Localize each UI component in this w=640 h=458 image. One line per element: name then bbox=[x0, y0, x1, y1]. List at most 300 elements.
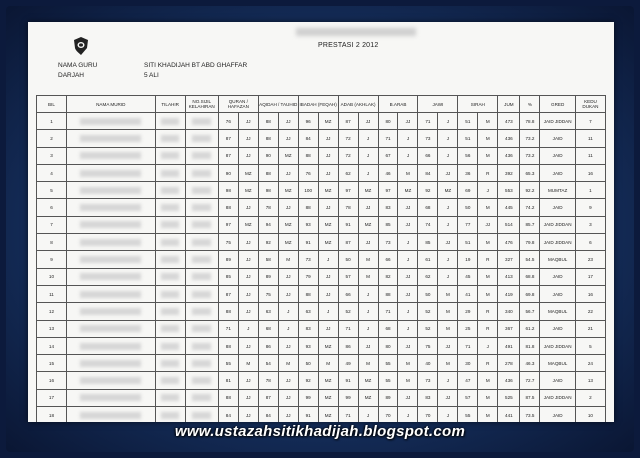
redaction-blur bbox=[161, 204, 178, 211]
redacted-cell bbox=[66, 234, 155, 251]
table-cell: 50 bbox=[338, 251, 358, 268]
table-cell: JJ bbox=[398, 199, 418, 216]
table-cell: J bbox=[438, 113, 458, 130]
table-cell: JJ bbox=[238, 285, 258, 302]
redaction-blur bbox=[80, 343, 141, 350]
table-cell: 73.2 bbox=[520, 130, 540, 147]
table-cell: 89 bbox=[258, 268, 278, 285]
redacted-cell bbox=[155, 182, 185, 199]
table-cell: MZ bbox=[278, 216, 298, 233]
table-cell: 22 bbox=[575, 303, 605, 320]
table-cell: 12 bbox=[37, 303, 67, 320]
teacher-name: SITI KHADIJAH BT ABD GHAFFAR bbox=[144, 62, 248, 69]
table-cell: JJ bbox=[398, 389, 418, 406]
redacted-cell bbox=[155, 389, 185, 406]
redaction-blur bbox=[80, 360, 141, 367]
table-cell: JAID bbox=[540, 268, 575, 285]
redacted-cell bbox=[185, 320, 218, 337]
table-cell: 62 bbox=[418, 268, 438, 285]
table-cell: 4 bbox=[37, 164, 67, 181]
table-cell: 90 bbox=[258, 147, 278, 164]
table-cell: JJ bbox=[438, 234, 458, 251]
table-cell: 7 bbox=[37, 216, 67, 233]
table-cell: 367 bbox=[498, 320, 520, 337]
redaction-blur bbox=[192, 343, 211, 350]
redaction-blur bbox=[80, 308, 141, 315]
table-cell: 9 bbox=[575, 199, 605, 216]
table-cell: 80 bbox=[378, 337, 398, 354]
redaction-blur bbox=[80, 256, 141, 263]
blog-watermark: www.ustazahsitikhadijah.blogspot.com bbox=[174, 423, 466, 440]
table-cell: 55 bbox=[378, 372, 398, 389]
table-cell: 73 bbox=[418, 372, 438, 389]
table-cell: 52 bbox=[338, 303, 358, 320]
table-cell: 56 bbox=[458, 147, 478, 164]
table-cell: JJ bbox=[278, 407, 298, 422]
table-cell: 56.7 bbox=[520, 303, 540, 320]
table-cell: J bbox=[358, 407, 378, 422]
table-cell: JAID bbox=[540, 372, 575, 389]
table-cell: 83 bbox=[298, 320, 318, 337]
table-cell: 98 bbox=[218, 182, 238, 199]
table-cell: 66 bbox=[378, 251, 398, 268]
table-cell: 78 bbox=[338, 199, 358, 216]
redaction-blur bbox=[80, 394, 141, 401]
table-cell: MZ bbox=[398, 182, 418, 199]
redaction-blur bbox=[192, 256, 211, 263]
table-cell: JJ bbox=[398, 268, 418, 285]
redacted-cell bbox=[185, 164, 218, 181]
redacted-cell bbox=[185, 303, 218, 320]
table-cell: 50 bbox=[418, 285, 438, 302]
table-cell: M bbox=[398, 355, 418, 372]
table-cell: 17 bbox=[37, 389, 67, 406]
table-cell: 78 bbox=[258, 199, 278, 216]
table-cell: 491 bbox=[498, 337, 520, 354]
redacted-cell bbox=[155, 147, 185, 164]
table-cell: MZ bbox=[438, 182, 458, 199]
table-cell: 91 bbox=[338, 216, 358, 233]
table-cell: JAID bbox=[540, 164, 575, 181]
table-cell: JAID bbox=[540, 199, 575, 216]
table-cell: 25 bbox=[458, 320, 478, 337]
table-cell: 8 bbox=[37, 234, 67, 251]
redaction-blur bbox=[161, 273, 178, 280]
redaction-blur bbox=[80, 135, 141, 142]
table-cell: 88 bbox=[298, 285, 318, 302]
redacted-cell bbox=[185, 130, 218, 147]
redacted-cell bbox=[155, 130, 185, 147]
table-cell: 419 bbox=[498, 285, 520, 302]
table-cell: 68 bbox=[378, 320, 398, 337]
table-cell: 50 bbox=[458, 199, 478, 216]
column-header: JUM bbox=[498, 96, 520, 113]
redacted-cell bbox=[66, 199, 155, 216]
table-cell: J bbox=[438, 216, 458, 233]
table-cell: 7 bbox=[575, 113, 605, 130]
table-cell: M bbox=[358, 355, 378, 372]
table-cell: 413 bbox=[498, 268, 520, 285]
table-cell: JJ bbox=[278, 130, 298, 147]
table-cell: JAID bbox=[540, 407, 575, 422]
redaction-blur bbox=[161, 152, 178, 159]
table-row bbox=[37, 303, 606, 320]
table-cell: J bbox=[358, 147, 378, 164]
redacted-cell bbox=[185, 147, 218, 164]
redacted-cell bbox=[155, 337, 185, 354]
redacted-cell bbox=[185, 337, 218, 354]
table-cell: 88 bbox=[258, 130, 278, 147]
table-cell: 87.5 bbox=[520, 389, 540, 406]
redaction-blur bbox=[80, 377, 141, 384]
table-cell: 93 bbox=[298, 337, 318, 354]
table-cell: J bbox=[278, 303, 298, 320]
table-cell: J bbox=[398, 147, 418, 164]
table-cell: MZ bbox=[358, 216, 378, 233]
table-row bbox=[37, 216, 606, 233]
table-cell: 100 bbox=[298, 182, 318, 199]
teacher-label: NAMA GURU bbox=[58, 62, 98, 69]
table-cell: 73 bbox=[418, 130, 438, 147]
table-cell: J bbox=[358, 285, 378, 302]
table-cell: 5 bbox=[37, 182, 67, 199]
table-cell: 73 bbox=[298, 251, 318, 268]
redacted-cell bbox=[155, 320, 185, 337]
table-cell: 88 bbox=[298, 199, 318, 216]
redacted-cell bbox=[66, 251, 155, 268]
table-cell: 68.8 bbox=[520, 268, 540, 285]
redaction-blur bbox=[80, 325, 141, 332]
table-cell: 17 bbox=[575, 268, 605, 285]
table-cell: 73.5 bbox=[520, 407, 540, 422]
table-cell: J bbox=[438, 268, 458, 285]
redacted-cell bbox=[185, 372, 218, 389]
table-cell: JJ bbox=[238, 199, 258, 216]
table-cell: 75 bbox=[418, 337, 438, 354]
table-row bbox=[37, 251, 606, 268]
redacted-cell bbox=[185, 113, 218, 130]
table-cell: 16 bbox=[37, 372, 67, 389]
table-cell: 89 bbox=[218, 251, 238, 268]
table-cell: 92 bbox=[258, 234, 278, 251]
table-cell: 91 bbox=[338, 372, 358, 389]
table-cell: 10 bbox=[37, 268, 67, 285]
table-cell: 88 bbox=[298, 147, 318, 164]
redacted-cell bbox=[66, 113, 155, 130]
table-cell: 77 bbox=[458, 216, 478, 233]
redaction-blur bbox=[161, 239, 178, 246]
redacted-cell bbox=[185, 407, 218, 422]
table-cell: 85.7 bbox=[520, 216, 540, 233]
table-cell: 18 bbox=[37, 407, 67, 422]
table-cell: 88 bbox=[218, 389, 238, 406]
table-cell: M bbox=[438, 303, 458, 320]
table-cell: 71 bbox=[218, 320, 238, 337]
table-cell: 75 bbox=[218, 234, 238, 251]
table-cell: M bbox=[438, 355, 458, 372]
redaction-blur bbox=[80, 239, 141, 246]
table-row bbox=[37, 372, 606, 389]
table-cell: 16 bbox=[575, 285, 605, 302]
table-row bbox=[37, 130, 606, 147]
table-cell: JJ bbox=[278, 389, 298, 406]
redaction-blur bbox=[161, 187, 178, 194]
table-cell: 87 bbox=[218, 285, 238, 302]
table-cell: JJ bbox=[278, 268, 298, 285]
column-header: B.ARAB bbox=[378, 96, 418, 113]
table-cell: J bbox=[238, 320, 258, 337]
table-cell: J bbox=[278, 320, 298, 337]
table-cell: 55 bbox=[458, 407, 478, 422]
table-cell: JJ bbox=[358, 234, 378, 251]
redaction-blur bbox=[80, 273, 141, 280]
redacted-cell bbox=[66, 130, 155, 147]
table-cell: 79 bbox=[298, 268, 318, 285]
redacted-cell bbox=[66, 268, 155, 285]
table-cell: JJ bbox=[318, 147, 338, 164]
column-header: BIL bbox=[37, 96, 67, 113]
table-cell: 51 bbox=[458, 130, 478, 147]
table-cell: JJ bbox=[278, 199, 298, 216]
table-cell: JJ bbox=[278, 113, 298, 130]
table-cell: JJ bbox=[238, 268, 258, 285]
redaction-blur bbox=[192, 135, 211, 142]
table-cell: 84 bbox=[418, 164, 438, 181]
table-cell: 97 bbox=[218, 216, 238, 233]
table-cell: 85 bbox=[218, 268, 238, 285]
table-cell: 88 bbox=[258, 113, 278, 130]
table-cell: 86 bbox=[338, 337, 358, 354]
redacted-cell bbox=[66, 389, 155, 406]
table-cell: 87 bbox=[338, 113, 358, 130]
table-cell: JJ bbox=[398, 337, 418, 354]
table-cell: MZ bbox=[318, 389, 338, 406]
table-cell: 96 bbox=[298, 113, 318, 130]
redacted-cell bbox=[66, 182, 155, 199]
table-cell: 78 bbox=[258, 372, 278, 389]
table-cell: 63 bbox=[258, 303, 278, 320]
column-header: ADAB (AKHLAK) bbox=[338, 96, 378, 113]
redaction-blur bbox=[161, 291, 178, 298]
table-cell: MAQBUL bbox=[540, 251, 575, 268]
table-cell: M bbox=[438, 285, 458, 302]
redaction-blur bbox=[161, 343, 178, 350]
table-header bbox=[37, 96, 606, 113]
table-row bbox=[37, 389, 606, 406]
table-cell: 46.3 bbox=[520, 355, 540, 372]
table-cell: 67 bbox=[378, 147, 398, 164]
table-cell: 57 bbox=[458, 389, 478, 406]
table-cell: M bbox=[478, 113, 498, 130]
table-cell: JJ bbox=[238, 130, 258, 147]
table-cell: 63 bbox=[298, 303, 318, 320]
table-cell: 66 bbox=[418, 147, 438, 164]
table-cell: JJ bbox=[398, 113, 418, 130]
table-cell: JJ bbox=[358, 337, 378, 354]
redaction-blur bbox=[192, 325, 211, 332]
table-cell: 23 bbox=[575, 251, 605, 268]
table-cell: 91 bbox=[298, 234, 318, 251]
table-cell: MAQBUL bbox=[540, 303, 575, 320]
table-cell: JJ bbox=[238, 372, 258, 389]
table-cell: 62 bbox=[338, 164, 358, 181]
table-cell: J bbox=[438, 407, 458, 422]
table-cell: 436 bbox=[498, 130, 520, 147]
column-header: NO.SIJIL KELAHIRAN bbox=[185, 96, 218, 113]
redaction-blur bbox=[192, 239, 211, 246]
column-header: % bbox=[520, 96, 540, 113]
redacted-cell bbox=[66, 372, 155, 389]
table-cell: M bbox=[398, 164, 418, 181]
table-cell: 93 bbox=[298, 216, 318, 233]
table-row bbox=[37, 199, 606, 216]
table-cell: 72 bbox=[338, 130, 358, 147]
table-cell: 6 bbox=[575, 234, 605, 251]
table-cell: 340 bbox=[498, 303, 520, 320]
table-cell: R bbox=[478, 320, 498, 337]
redacted-cell bbox=[185, 251, 218, 268]
table-cell: 84 bbox=[258, 407, 278, 422]
table-cell: JJ bbox=[358, 113, 378, 130]
table-cell: JAID bbox=[540, 130, 575, 147]
table-cell: 476 bbox=[498, 234, 520, 251]
table-cell: 86 bbox=[258, 337, 278, 354]
redaction-blur bbox=[80, 412, 141, 419]
table-cell: 5 bbox=[575, 337, 605, 354]
table-cell: 46 bbox=[378, 164, 398, 181]
redaction-blur bbox=[192, 118, 211, 125]
table-cell: 3 bbox=[575, 216, 605, 233]
column-header: GRED bbox=[540, 96, 575, 113]
table-cell: JAID JIDDAN bbox=[540, 389, 575, 406]
redaction-blur bbox=[161, 135, 178, 142]
table-cell: 10 bbox=[575, 407, 605, 422]
table-cell: JJ bbox=[358, 199, 378, 216]
table-cell: 52 bbox=[418, 320, 438, 337]
table-cell: 2 bbox=[37, 130, 67, 147]
table-cell: JJ bbox=[238, 303, 258, 320]
table-cell: R bbox=[478, 355, 498, 372]
redaction-blur bbox=[192, 170, 211, 177]
table-cell: JJ bbox=[318, 199, 338, 216]
table-row bbox=[37, 407, 606, 422]
table-cell: J bbox=[358, 130, 378, 147]
redacted-school-name bbox=[296, 28, 416, 36]
table-cell: JJ bbox=[278, 372, 298, 389]
redacted-cell bbox=[185, 285, 218, 302]
redacted-cell bbox=[155, 303, 185, 320]
redacted-cell bbox=[155, 113, 185, 130]
table-cell: M bbox=[478, 285, 498, 302]
table-cell: 6 bbox=[37, 199, 67, 216]
table-cell: 52 bbox=[418, 303, 438, 320]
redaction-blur bbox=[80, 291, 141, 298]
table-cell: 445 bbox=[498, 199, 520, 216]
table-cell: 14 bbox=[37, 337, 67, 354]
column-header: IBADAH (FEQAH) bbox=[298, 96, 338, 113]
table-cell: MZ bbox=[278, 182, 298, 199]
table-cell: 80 bbox=[378, 113, 398, 130]
table-cell: 392 bbox=[498, 164, 520, 181]
table-cell: MZ bbox=[278, 234, 298, 251]
redaction-blur bbox=[80, 118, 141, 125]
table-cell: 61 bbox=[418, 251, 438, 268]
table-cell: JJ bbox=[278, 164, 298, 181]
redaction-blur bbox=[161, 308, 178, 315]
redaction-blur bbox=[192, 412, 211, 419]
table-cell: 58 bbox=[258, 251, 278, 268]
redacted-cell bbox=[66, 164, 155, 181]
table-cell: 3 bbox=[37, 147, 67, 164]
table-cell: 41 bbox=[458, 285, 478, 302]
table-cell: 514 bbox=[498, 216, 520, 233]
table-cell: 66 bbox=[338, 285, 358, 302]
table-cell: 13 bbox=[37, 320, 67, 337]
table-cell: 87 bbox=[258, 389, 278, 406]
table-cell: JJ bbox=[238, 147, 258, 164]
table-cell: M bbox=[358, 251, 378, 268]
table-cell: R bbox=[478, 303, 498, 320]
table-cell: 57 bbox=[338, 268, 358, 285]
table-cell: MZ bbox=[238, 182, 258, 199]
table-cell: 79.8 bbox=[520, 234, 540, 251]
table-cell: 87 bbox=[218, 130, 238, 147]
table-cell: 97 bbox=[378, 182, 398, 199]
table-cell: 75 bbox=[258, 285, 278, 302]
table-cell: 84 bbox=[218, 407, 238, 422]
table-cell: M bbox=[438, 320, 458, 337]
table-cell: 51 bbox=[458, 113, 478, 130]
table-cell: 98 bbox=[258, 182, 278, 199]
table-cell: 55 bbox=[218, 355, 238, 372]
table-cell: J bbox=[318, 303, 338, 320]
redacted-cell bbox=[66, 320, 155, 337]
redaction-blur bbox=[192, 308, 211, 315]
table-row bbox=[37, 234, 606, 251]
table-cell: MZ bbox=[238, 216, 258, 233]
column-header: TILAHIR bbox=[155, 96, 185, 113]
table-cell: M bbox=[478, 234, 498, 251]
table-cell: M bbox=[318, 355, 338, 372]
redaction-blur bbox=[192, 187, 211, 194]
table-cell: 9 bbox=[37, 251, 67, 268]
school-crest-icon bbox=[72, 36, 90, 56]
column-header: KEDU DUKAN bbox=[575, 96, 605, 113]
redacted-cell bbox=[155, 407, 185, 422]
table-cell: 71 bbox=[378, 130, 398, 147]
redacted-cell bbox=[66, 285, 155, 302]
table-cell: 436 bbox=[498, 147, 520, 164]
table-cell: JJ bbox=[398, 216, 418, 233]
redacted-cell bbox=[185, 199, 218, 216]
table-cell: M bbox=[278, 355, 298, 372]
table-cell: MZ bbox=[358, 372, 378, 389]
results-table bbox=[36, 95, 606, 422]
table-cell: 73.2 bbox=[520, 147, 540, 164]
table-cell: 45 bbox=[458, 268, 478, 285]
table-cell: 50 bbox=[298, 355, 318, 372]
redacted-cell bbox=[185, 182, 218, 199]
table-cell: M bbox=[238, 355, 258, 372]
table-cell: JJ bbox=[318, 285, 338, 302]
redacted-cell bbox=[155, 268, 185, 285]
table-cell: JJ bbox=[398, 285, 418, 302]
table-row bbox=[37, 320, 606, 337]
redaction-blur bbox=[80, 204, 141, 211]
table-cell: 73 bbox=[378, 234, 398, 251]
redacted-cell bbox=[185, 355, 218, 372]
redaction-blur bbox=[161, 412, 178, 419]
